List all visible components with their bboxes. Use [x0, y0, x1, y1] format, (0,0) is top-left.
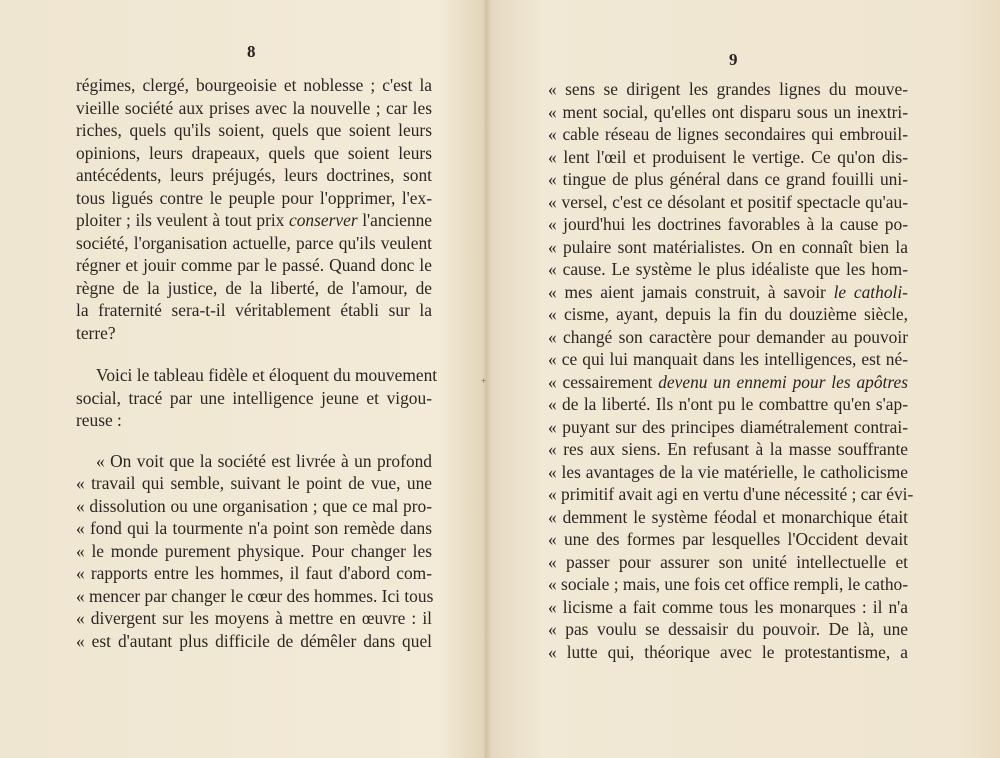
text-line: Voici le tableau fidèle et éloquent du mouvement	[96, 365, 438, 385]
text-line: « versel, c'est ce désolant et positif spectacle qu'au-	[548, 191, 908, 212]
italic-word: conserver	[289, 210, 358, 230]
text-line: « ment social, qu'elles ont disparu sous un inextri-	[548, 101, 908, 122]
text-line: « pas voulu se dessaisir du pouvoir. De là, une	[548, 619, 908, 639]
text-line: social, tracé par une intelligence jeune et vigou-	[76, 387, 432, 408]
text-line: « sens se dirigent les grandes lignes du mouve-	[548, 79, 908, 99]
text-line: terre?	[76, 322, 116, 343]
left-page	[0, 0, 487, 758]
text-line: « lent l'œil et produisent le vertige. Ce qu'on dis-	[548, 146, 908, 167]
text-line: « le monde purement physique. Pour changer les	[76, 540, 432, 561]
text-line: « primitif avait agi en vertu d'une nécessité ; car évi-	[548, 484, 914, 504]
gutter-mark: +	[481, 376, 487, 386]
text-line: ploiter ; ils veulent à tout prix conserver l'ancienne	[76, 210, 432, 230]
text-line: « changé son caractère pour demander au pouvoir	[548, 326, 908, 347]
text-line: reuse :	[76, 410, 122, 430]
text-line: règne de la justice, de la liberté, de l'amour, de	[76, 277, 432, 298]
text-line: « les avantages de la vie matérielle, le catholicisme	[548, 461, 908, 482]
text-line: « une des formes par lesquelles l'Occident devait	[548, 529, 908, 549]
text-line: opinions, leurs drapeaux, quels que soient leurs	[76, 142, 432, 163]
italic-phrase: devenu un ennemi pour les apôtres	[658, 371, 908, 392]
text-line: « puyant sur des principes diamétralement contrai-	[548, 416, 908, 437]
text-line: « cessairement devenu un ennemi pour les apôtres	[548, 371, 908, 392]
text-line: antécédents, leurs préjugés, leurs doctrines, sont	[76, 165, 432, 185]
text-line: « ce qui lui manquait dans les intelligences, est né-	[548, 349, 908, 369]
text-line: « On voit que la société est livrée à un profond	[96, 450, 432, 471]
text-line: tous ligués contre le peuple pour l'opprimer, l'ex-	[76, 187, 432, 208]
text-line: « licisme a fait comme tous les monarques : il n'a	[548, 596, 908, 617]
text-line: « rapports entre les hommes, il faut d'abord com-	[76, 563, 432, 583]
text-line: « tingue de plus général dans ce grand fouilli uni-	[548, 169, 908, 189]
text-line: « jourd'hui les doctrines favorables à la cause po-	[548, 214, 908, 234]
text-line: « cable réseau de lignes secondaires qui embrouil-	[548, 124, 908, 144]
text-line: « travail qui semble, suivant le point de vue, une	[76, 473, 432, 493]
text-line: « mes aient jamais construit, à savoir le catholi-	[548, 281, 908, 302]
text-line: « dissolution ou une organisation ; que ce mal pro-	[76, 495, 432, 516]
page-number-left: 8	[247, 42, 256, 61]
text-line: « est d'autant plus difficile de démêler dans quel	[76, 630, 432, 651]
text-line: « pulaire sont matérialistes. On en connaît bien la	[548, 236, 908, 257]
text-line: « de la liberté. Ils n'ont pu le combattre qu'en s'ap-	[548, 394, 908, 414]
text-line: « sociale ; mais, une fois cet office rempli, le catho-	[548, 574, 908, 594]
left-page-text	[76, 74, 438, 652]
text-line: « demment le système féodal et monarchique était	[548, 506, 908, 527]
text-line: société, l'organisation actuelle, parce qu'ils veulent	[76, 232, 432, 253]
right-page-text	[548, 78, 914, 663]
text-line: vieille société aux prises avec la nouvelle ; car les	[76, 97, 432, 118]
text-line: « passer pour assurer son unité intellectuelle et	[548, 551, 908, 572]
text-line: « divergent sur les moyens à mettre en œuvre : il	[76, 608, 432, 628]
text-line: « fond qui la tourmente n'a point son remède dans	[76, 518, 432, 538]
text-line: riches, quels qu'ils soient, quels que soient leurs	[76, 120, 432, 140]
text-line: « cause. Le système le plus idéaliste que les hom-	[548, 259, 908, 279]
text-line: « lutte qui, théorique avec le protestantisme, a	[548, 641, 908, 662]
text-line: « cisme, ayant, depuis la fin du douzième siècle,	[548, 304, 908, 324]
text-line: la fraternité sera-t-il véritablement établi sur la	[76, 300, 432, 320]
right-page	[484, 0, 1000, 758]
text-line: « mencer par changer le cœur des hommes. Ici tous	[76, 585, 434, 606]
italic-phrase: le catholi-	[833, 281, 908, 302]
text-line: régner et jouir comme par le passé. Quand donc le	[76, 255, 432, 275]
text-line: régimes, clergé, bourgeoisie et noblesse ; c'est la	[76, 75, 432, 95]
text-line: « res aux siens. En refusant à la masse souffrante	[548, 439, 908, 459]
page-number-right: 9	[729, 50, 738, 69]
